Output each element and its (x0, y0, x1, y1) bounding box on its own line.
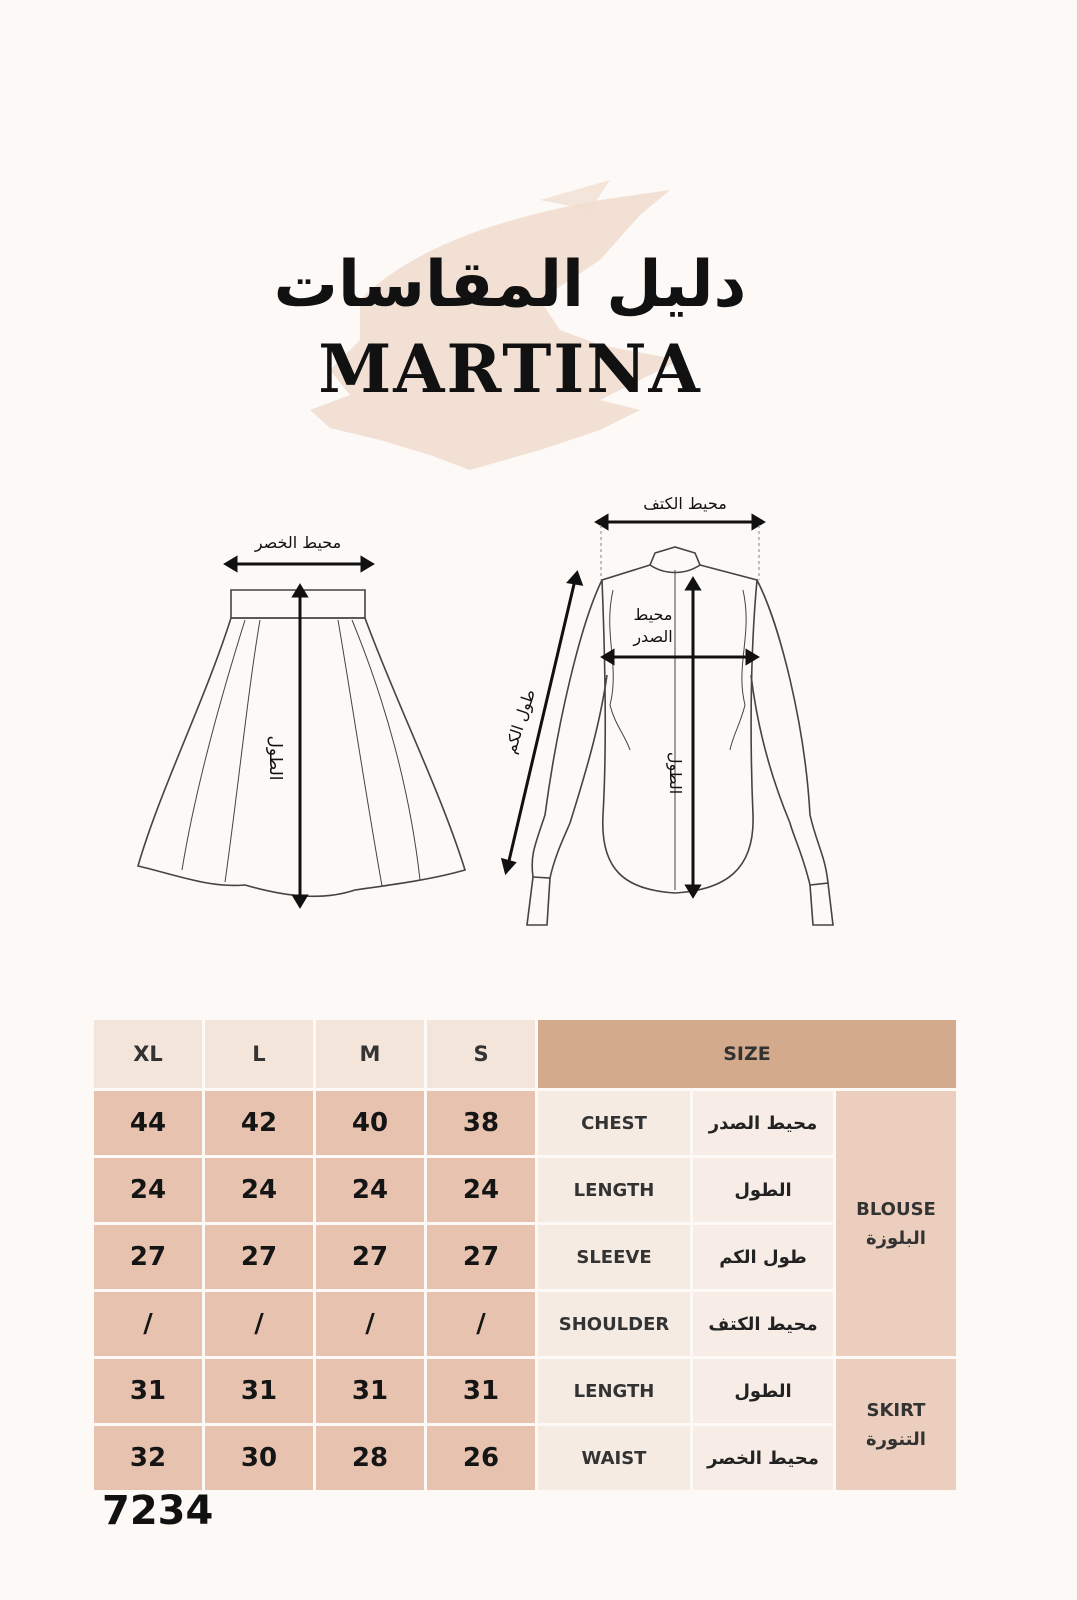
blouse-left-sleeve (532, 580, 607, 878)
row-label-en: SLEEVE (538, 1225, 690, 1289)
row-label-en: LENGTH (538, 1158, 690, 1222)
table-cell: 31 (94, 1359, 202, 1423)
size-header-label: SIZE (538, 1020, 956, 1088)
table-cell: 24 (94, 1158, 202, 1222)
table-cell: 31 (205, 1359, 313, 1423)
page-title-arabic: دليل المقاسات (273, 248, 747, 322)
row-label-ar: محيط الصدر (693, 1091, 833, 1155)
table-cell: 27 (205, 1225, 313, 1289)
table-cell: 42 (205, 1091, 313, 1155)
table-cell: 31 (427, 1359, 535, 1423)
table-cell: 40 (316, 1091, 424, 1155)
table-cell: 27 (94, 1225, 202, 1289)
row-label-ar: طول الكم (693, 1225, 833, 1289)
row-label-ar: الطول (693, 1158, 833, 1222)
size-chart-table (94, 1020, 946, 1496)
product-code: 7234 (102, 1488, 214, 1534)
table-cell: 26 (427, 1426, 535, 1490)
table-cell: 27 (427, 1225, 535, 1289)
size-header-m: M (316, 1020, 424, 1088)
table-cell: 31 (316, 1359, 424, 1423)
group-label-en: SKIRT (866, 1399, 926, 1421)
blouse-body (602, 565, 757, 893)
table-cell: 24 (316, 1158, 424, 1222)
blouse-chest-label-1: محيط (633, 605, 673, 624)
group-label-ar: البلوزة (866, 1227, 926, 1249)
row-label-en: CHEST (538, 1091, 690, 1155)
table-cell: / (427, 1292, 535, 1356)
skirt-diagram (120, 520, 480, 920)
table-cell: 32 (94, 1426, 202, 1490)
size-header-xl: XL (94, 1020, 202, 1088)
blouse-sleeve-label: طول الكم (500, 686, 540, 756)
table-cell: / (94, 1292, 202, 1356)
blouse-length-label: الطول (666, 751, 685, 795)
blouse-collar (650, 547, 700, 573)
row-label-ar: محيط الخصر (693, 1426, 833, 1490)
blouse-right-sleeve (751, 580, 828, 885)
table-cell: 28 (316, 1426, 424, 1490)
table-cell: / (316, 1292, 424, 1356)
table-cell: 24 (427, 1158, 535, 1222)
skirt-length-label: الطول (265, 735, 285, 781)
size-header-s: S (427, 1020, 535, 1088)
blouse-diagram (495, 485, 855, 945)
group-label-blouse (836, 1091, 956, 1356)
row-label-en: SHOULDER (538, 1292, 690, 1356)
row-label-en: WAIST (538, 1426, 690, 1490)
page-title-brand: MARTINA (318, 330, 702, 408)
skirt-waist-label: محيط الخصر (254, 533, 342, 552)
table-cell: 38 (427, 1091, 535, 1155)
blouse-chest-label-2: الصدر (633, 627, 673, 646)
row-label-ar: الطول (693, 1359, 833, 1423)
group-label-skirt (836, 1359, 956, 1490)
table-cell: 30 (205, 1426, 313, 1490)
row-label-en: LENGTH (538, 1359, 690, 1423)
blouse-shoulder-label: محيط الكتف (643, 494, 727, 513)
group-label-en: BLOUSE (856, 1198, 936, 1220)
table-cell: 44 (94, 1091, 202, 1155)
group-label-ar: التنورة (866, 1428, 926, 1450)
table-cell: 24 (205, 1158, 313, 1222)
row-label-ar: محيط الكتف (693, 1292, 833, 1356)
table-cell: 27 (316, 1225, 424, 1289)
table-cell: / (205, 1292, 313, 1356)
size-header-l: L (205, 1020, 313, 1088)
